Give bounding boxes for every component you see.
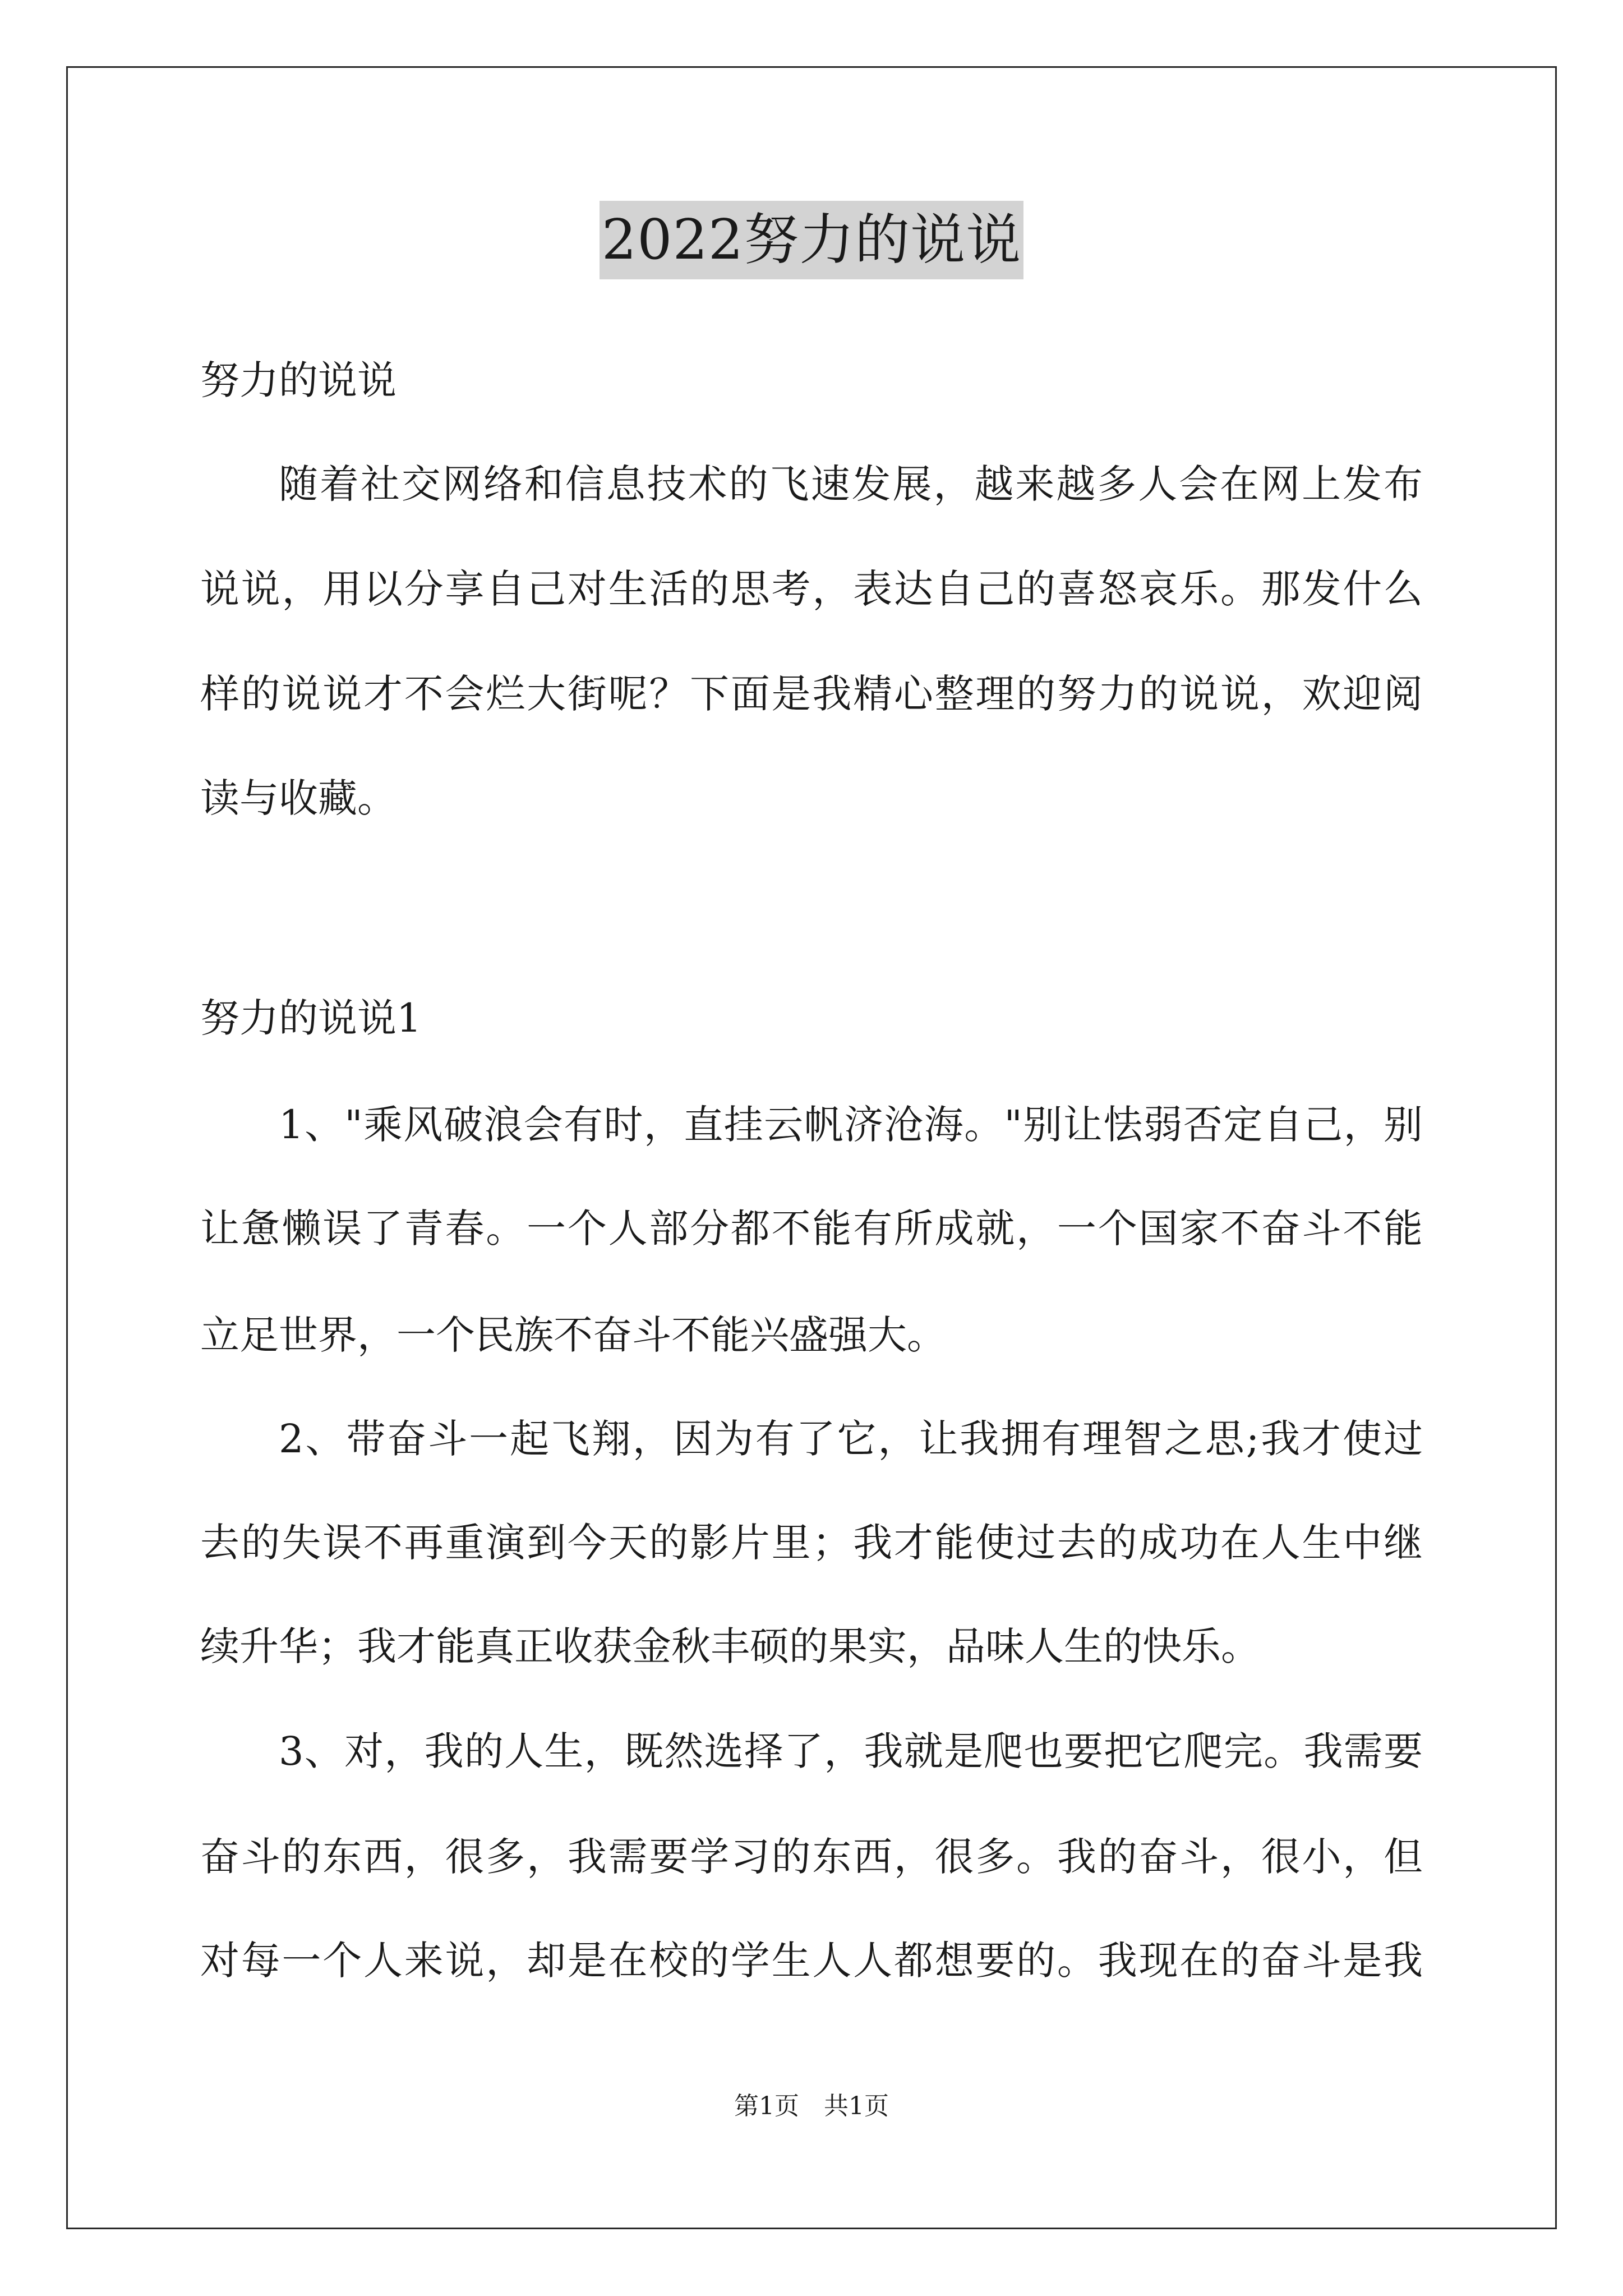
intro-line: 说说，用以分享自己对生活的思考，表达自己的喜怒哀乐。那发什么 <box>200 566 1423 612</box>
item-line: 立足世界，一个民族不奋斗不能兴盛强大。 <box>200 1312 946 1358</box>
subsection-heading: 努力的说说1 <box>200 995 422 1041</box>
section-heading: 努力的说说 <box>200 357 396 403</box>
intro-line: 随着社交网络和信息技术的飞速发展，越来越多人会在网上发布 <box>279 461 1423 507</box>
item-line: 让惫懒误了青春。一个人部分都不能有所成就，一个国家不奋斗不能 <box>200 1205 1423 1251</box>
item-line: 3、对，我的人生，既然选择了，我就是爬也要把它爬完。我需要 <box>279 1728 1423 1774</box>
page-number-footer: 第1页 共1页 <box>734 2092 889 2120</box>
item-line: 续升华；我才能真正收获金秋丰硕的果实，品味人生的快乐。 <box>200 1623 1260 1669</box>
item-line: 对每一个人来说，却是在校的学生人人都想要的。我现在的奋斗是我 <box>200 1938 1423 1984</box>
item-line: 2、带奋斗一起飞翔，因为有了它，让我拥有理智之思;我才使过 <box>279 1416 1423 1462</box>
item-line: 奋斗的东西，很多，我需要学习的东西，很多。我的奋斗，很小，但 <box>200 1834 1423 1880</box>
intro-line: 读与收藏。 <box>200 775 396 821</box>
item-line: 去的失误不再重演到今天的影片里；我才能使过去的成功在人生中继 <box>200 1520 1423 1566</box>
title-container <box>0 201 1623 279</box>
document-title: 2022努力的说说 <box>600 201 1023 279</box>
intro-line: 样的说说才不会烂大街呢？下面是我精心整理的努力的说说，欢迎阅 <box>200 671 1423 717</box>
item-line: 1、"乘风破浪会有时，直挂云帆济沧海。"别让怯弱否定自己，别 <box>279 1102 1423 1148</box>
